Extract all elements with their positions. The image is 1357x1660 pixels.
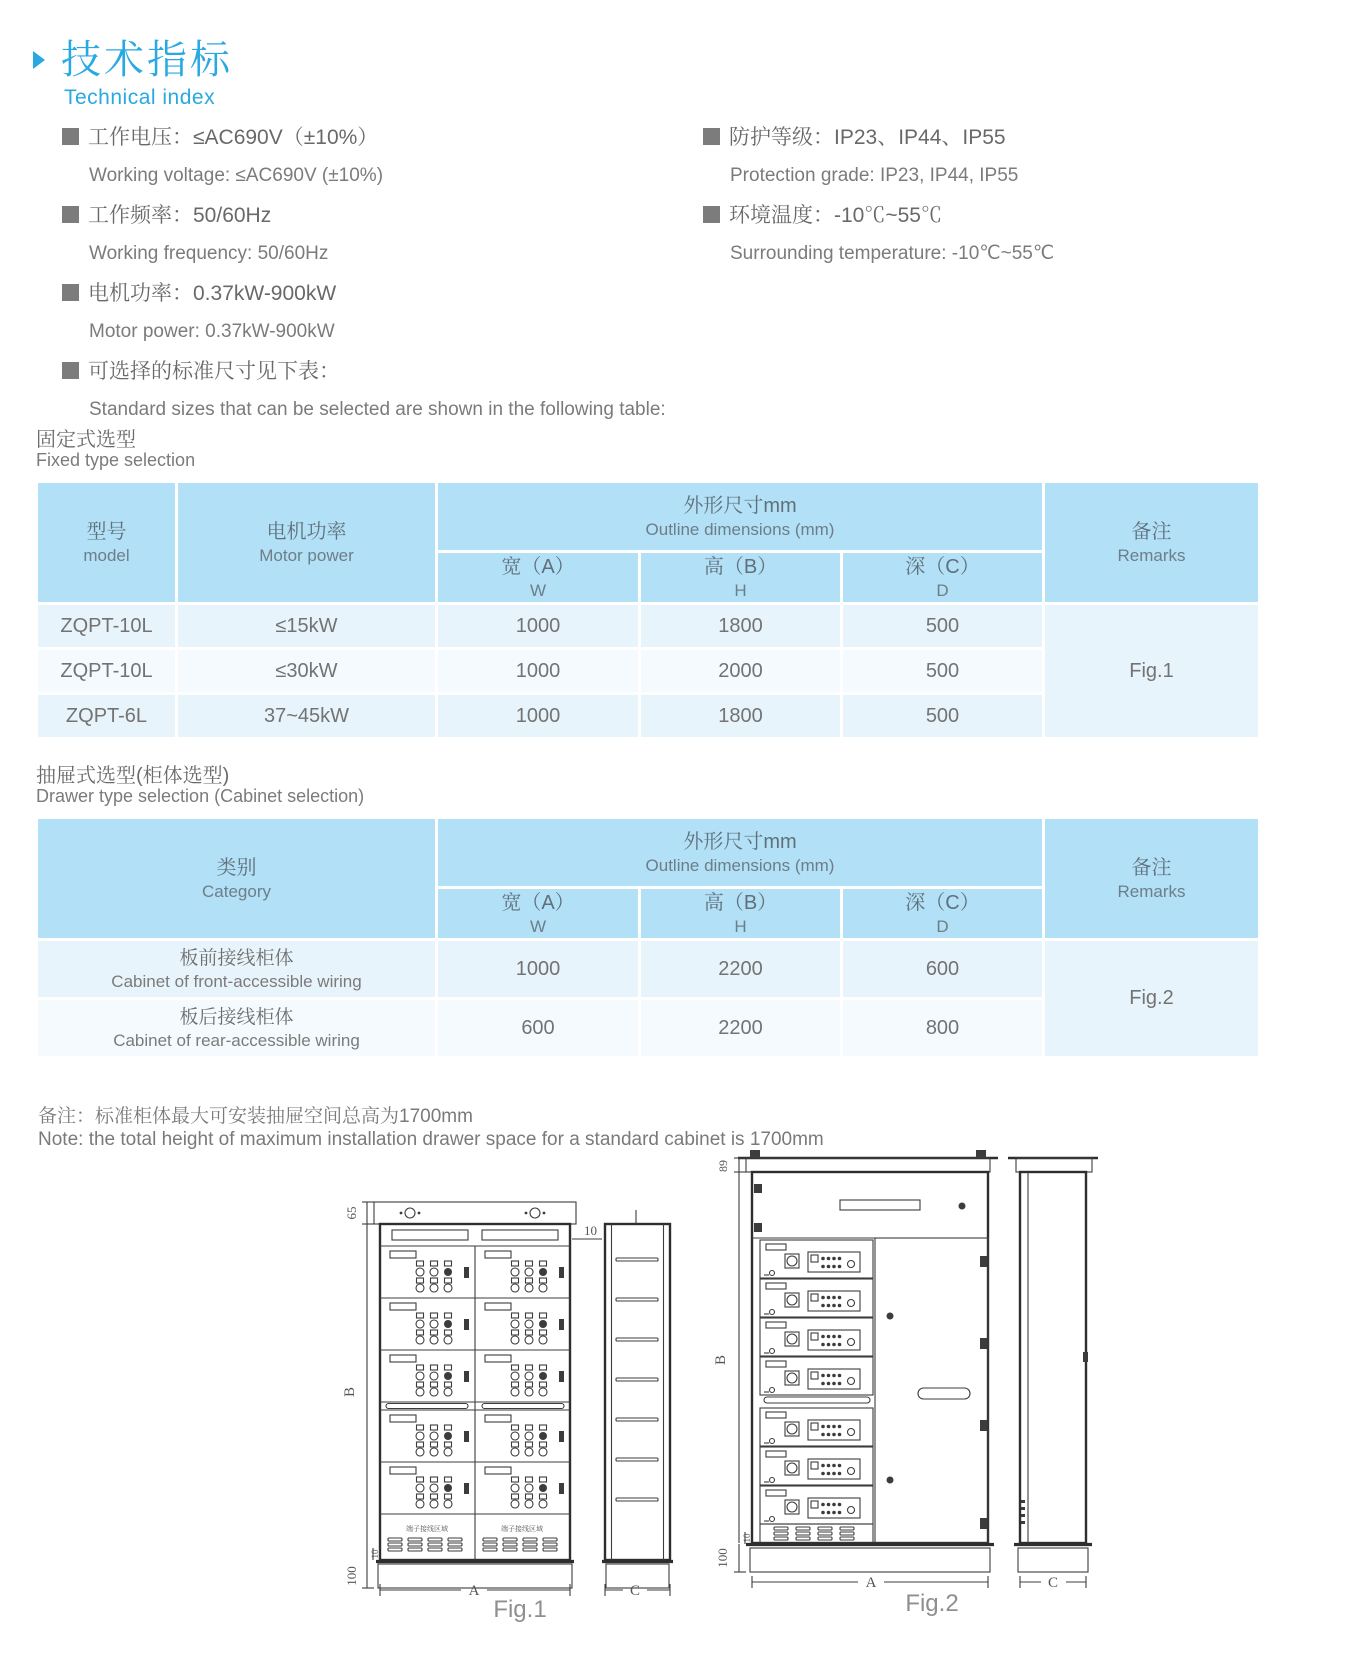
spec-column-left (62, 124, 682, 436)
bullet-square-icon (703, 128, 720, 145)
cell-depth: 800 (842, 999, 1044, 1058)
fig2-dim-100: 100 (715, 1548, 730, 1568)
page-title: 技术指标 (61, 38, 233, 82)
fig2-dim-10-small: 10 (742, 1533, 752, 1543)
cell-width: 1000 (437, 940, 640, 999)
spec-item-temperature (703, 202, 1303, 267)
cell-model: ZQPT-10L (37, 604, 177, 649)
spec-en-text: Working frequency: 50/60Hz (89, 243, 329, 264)
cell-remark: Fig.1 (1044, 604, 1260, 739)
bullet-square-icon (62, 284, 79, 301)
page-subtitle: Technical index (64, 86, 216, 109)
note-en: Note: the total height of maximum installation drawer space for a standard cabinet is 1700mm (38, 1129, 824, 1150)
cell-height: 2200 (640, 940, 842, 999)
cell-width: 1000 (437, 694, 640, 739)
col-header-model: 型号 model (37, 482, 177, 604)
col-header-width: 宽（A） W (437, 888, 640, 940)
fig2-dim-A: A (865, 1575, 877, 1591)
col-header-depth: 深（C） D (842, 888, 1044, 940)
spec-item-standard-sizes (62, 358, 682, 423)
cell-power: ≤15kW (177, 604, 437, 649)
fixed-type-table (35, 480, 1261, 740)
cell-height: 1800 (640, 694, 842, 739)
spec-column-right (703, 124, 1303, 280)
col-header-width: 宽（A） W (437, 552, 640, 604)
spec-cn-text: 工作频率：50/60Hz (88, 204, 272, 227)
note-cn: 备注：标准柜体最大可安装抽屉空间总高为1700mm (38, 1106, 473, 1127)
drawer-type-table (35, 816, 1261, 1059)
spec-en-text: Protection grade: IP23, IP44, IP55 (730, 165, 1019, 186)
spec-en-text: Working voltage: ≤AC690V (±10%) (89, 165, 384, 186)
fig1-dim-10: 10 (584, 1223, 597, 1238)
fig2-dim-C: C (1047, 1575, 1059, 1591)
fig2-caption: Fig.2 (905, 1590, 959, 1617)
bullet-square-icon (703, 206, 720, 223)
spec-item-motor-power (62, 280, 682, 345)
fig1-dim-A: A (468, 1583, 480, 1599)
bullet-square-icon (62, 362, 79, 379)
cell-width: 1000 (437, 604, 640, 649)
fig2-dim-B: B (713, 1354, 729, 1366)
fig1-drawing (320, 1130, 700, 1630)
fig1-dim-100: 100 (344, 1566, 359, 1586)
cell-height: 2200 (640, 999, 842, 1058)
cell-width: 1000 (437, 649, 640, 694)
fig1-dim-C: C (629, 1583, 641, 1599)
table-row (37, 604, 1260, 649)
terminal-area-label: 端子接线区域 (406, 1526, 448, 1533)
col-header-outline-dimensions: 外形尺寸mm Outline dimensions (mm) (437, 482, 1044, 552)
drawer-section-title-en: Drawer type selection (Cabinet selection) (36, 786, 365, 806)
cell-power: 37~45kW (177, 694, 437, 739)
cell-height: 1800 (640, 604, 842, 649)
spec-en-text: Motor power: 0.37kW-900kW (89, 321, 335, 342)
spec-item-working-frequency (62, 202, 682, 267)
spec-item-working-voltage (62, 124, 682, 189)
spec-item-protection-grade (703, 124, 1303, 189)
terminal-area-label: 端子接线区域 (501, 1526, 543, 1533)
fig1-dim-65: 65 (344, 1206, 359, 1220)
fig1-dim-10-small: 10 (370, 1549, 380, 1559)
section-arrow-icon (33, 51, 45, 69)
fig1-caption: Fig.1 (493, 1596, 547, 1623)
fig2-dim-89: 89 (716, 1160, 730, 1172)
drawer-section-title-cn: 抽屉式选型(柜体选型) (36, 765, 230, 787)
spec-cn-text: 环境温度：-10℃~55℃ (729, 204, 942, 227)
spec-cn-text: 可选择的标准尺寸见下表： (88, 360, 340, 383)
cell-width: 600 (437, 999, 640, 1058)
col-header-depth: 深（C） D (842, 552, 1044, 604)
cell-category: 板后接线柜体 Cabinet of rear-accessible wiring (37, 999, 437, 1058)
col-header-height: 高（B） H (640, 552, 842, 604)
cell-depth: 600 (842, 940, 1044, 999)
spec-en-text: Standard sizes that can be selected are shown in the following table: (89, 399, 666, 420)
spec-cn-text: 防护等级：IP23、IP44、IP55 (729, 126, 1006, 149)
col-header-height: 高（B） H (640, 888, 842, 940)
col-header-category: 类别 Category (37, 818, 437, 940)
cell-power: ≤30kW (177, 649, 437, 694)
spec-en-text: Surrounding temperature: -10℃~55℃ (730, 243, 1055, 264)
spec-cn-text: 电机功率：0.37kW-900kW (88, 282, 337, 305)
fig1-dim-B: B (342, 1386, 358, 1398)
cell-depth: 500 (842, 649, 1044, 694)
col-header-outline-dimensions: 外形尺寸mm Outline dimensions (mm) (437, 818, 1044, 888)
cell-model: ZQPT-6L (37, 694, 177, 739)
col-header-remarks: 备注 Remarks (1044, 482, 1260, 604)
fixed-section-title-en: Fixed type selection (36, 450, 196, 470)
cell-model: ZQPT-10L (37, 649, 177, 694)
bullet-square-icon (62, 128, 79, 145)
cell-category: 板前接线柜体 Cabinet of front-accessible wiring (37, 940, 437, 999)
cell-depth: 500 (842, 604, 1044, 649)
fig2-drawing (690, 1088, 1100, 1618)
col-header-remarks: 备注 Remarks (1044, 818, 1260, 940)
cell-depth: 500 (842, 694, 1044, 739)
bullet-square-icon (62, 206, 79, 223)
table-row (37, 940, 1260, 999)
cell-remark: Fig.2 (1044, 940, 1260, 1058)
cell-height: 2000 (640, 649, 842, 694)
col-header-motor-power: 电机功率 Motor power (177, 482, 437, 604)
spec-cn-text: 工作电压：≤AC690V（±10%） (88, 126, 379, 149)
fixed-section-title-cn: 固定式选型 (36, 429, 136, 451)
